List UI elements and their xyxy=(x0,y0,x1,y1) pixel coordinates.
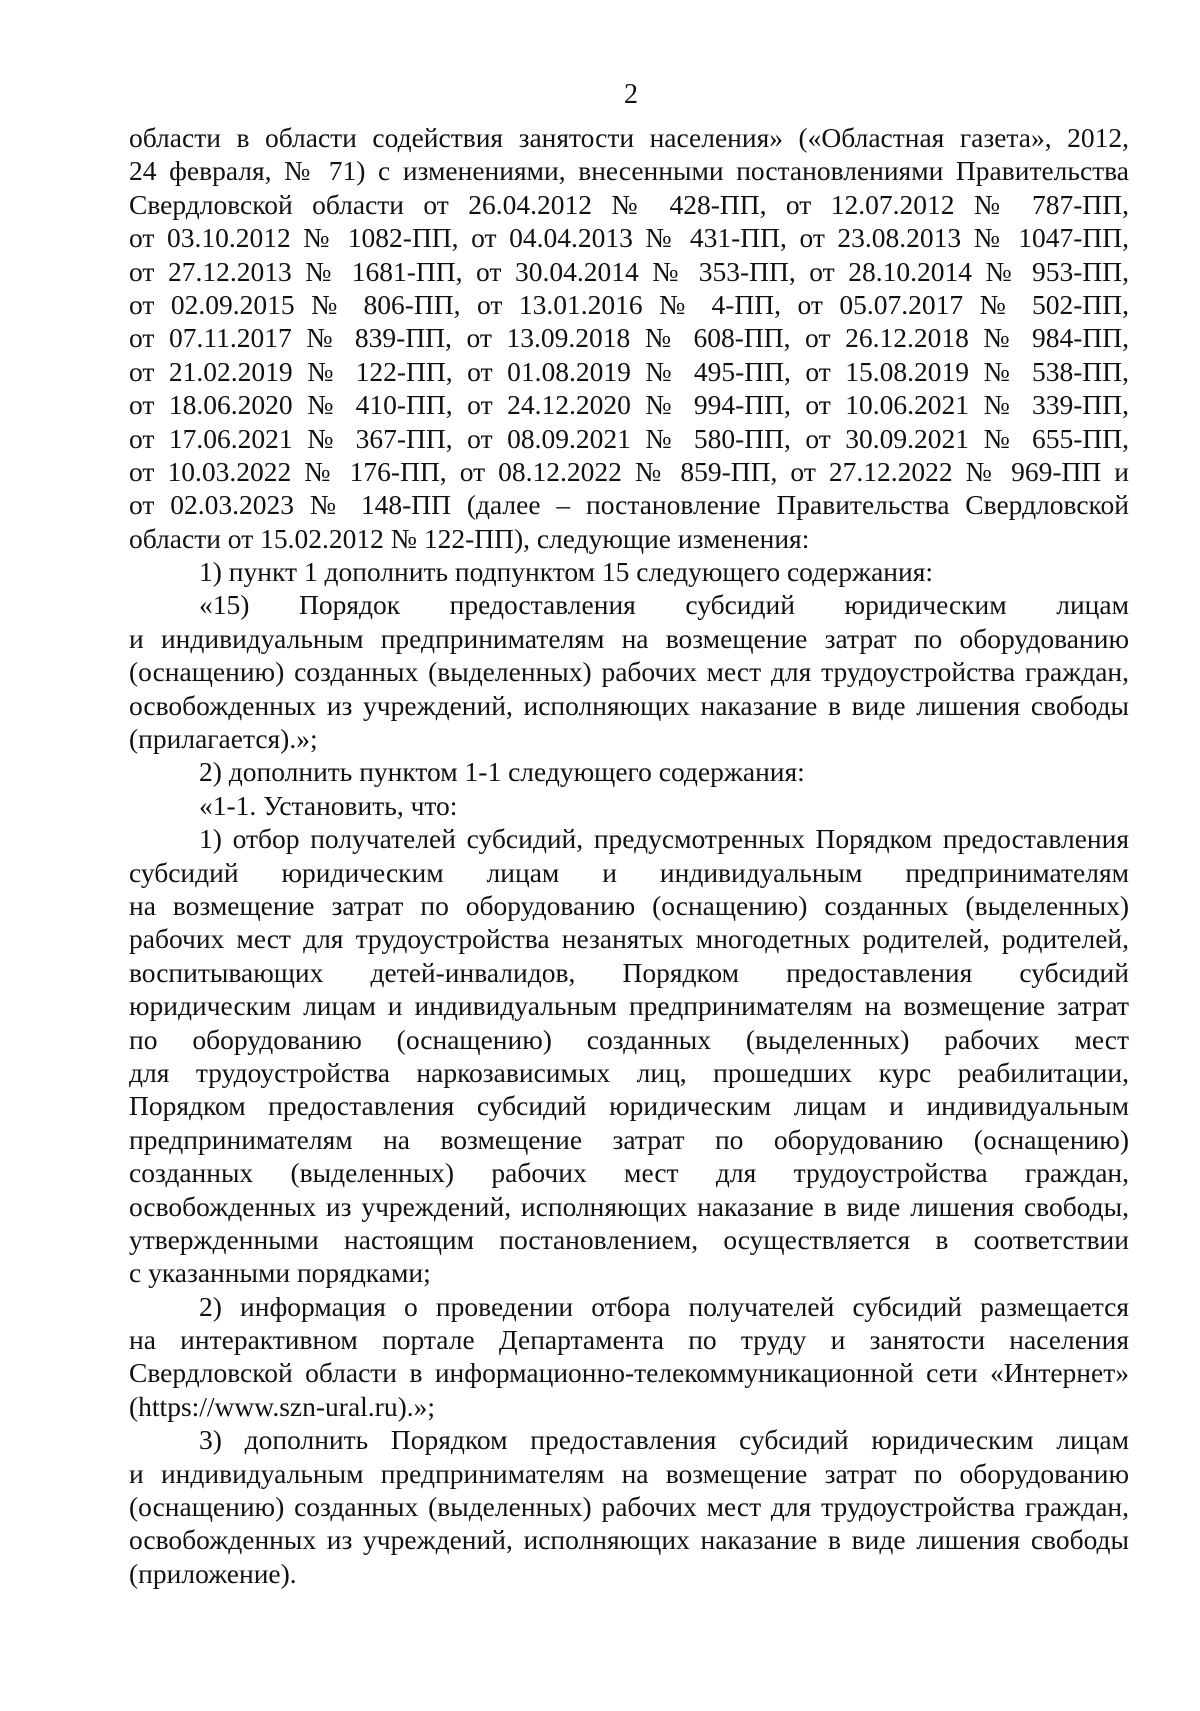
text-line: «1-1. Установить, что: xyxy=(199,789,458,821)
text-line: для трудоустройства наркозависимых лиц, прошедших курс реабилитации, xyxy=(129,1056,1129,1088)
text-line: (оснащению) созданных (выделенных) рабочих мест для трудоустройства граждан, xyxy=(129,656,1129,688)
text-line: от 10.03.2022 № 176-ПП, от 08.12.2022 № 859-ПП, от 27.12.2022 № 969-ПП и xyxy=(129,455,1129,487)
text-line: утвержденными настоящим постановлением, осуществляется в соответствии xyxy=(129,1223,1129,1255)
text-line: Свердловской области в информационно-телекоммуникационной сети «Интернет» xyxy=(129,1357,1129,1389)
text-line: и индивидуальным предпринимателям на возмещение затрат по оборудованию xyxy=(129,622,1129,654)
page-number: 2 xyxy=(624,79,638,110)
text-line: предпринимателям на возмещение затрат по оборудованию (оснащению) xyxy=(129,1123,1129,1155)
text-line: и индивидуальным предпринимателям на возмещение затрат по оборудованию xyxy=(129,1457,1129,1489)
text-line: воспитывающих детей-инвалидов, Порядком предоставления субсидий xyxy=(129,956,1129,988)
text-line: (прилагается).»; xyxy=(129,723,318,755)
text-line: по оборудованию (оснащению) созданных (выделенных) рабочих мест xyxy=(129,1023,1129,1055)
text-line: субсидий юридическим лицам и индивидуальным предпринимателям xyxy=(129,856,1129,888)
text-line: от 21.02.2019 № 122-ПП, от 01.08.2019 № 495-ПП, от 15.08.2019 № 538-ПП, xyxy=(129,355,1129,387)
text-line: созданных (выделенных) рабочих мест для трудоустройства граждан, xyxy=(129,1157,1129,1189)
text-line: 3) дополнить Порядком предоставления субсидий юридическим лицам xyxy=(199,1424,1129,1456)
text-line: 2) дополнить пунктом 1-1 следующего содержания: xyxy=(199,756,805,788)
text-line: области от 15.02.2012 № 122-ПП), следующие изменения: xyxy=(129,522,810,554)
text-line: от 02.03.2023 № 148-ПП (далее – постановление Правительства Свердловской xyxy=(129,489,1129,521)
text-line: 2) информация о проведении отбора получателей субсидий размещается xyxy=(199,1290,1129,1322)
text-line: Порядком предоставления субсидий юридическим лицам и индивидуальным xyxy=(129,1090,1129,1122)
text-line: (https://www.szn-ural.ru).»; xyxy=(129,1390,436,1422)
text-line: освобожденных из учреждений, исполняющих наказание в виде лишения свободы xyxy=(129,689,1129,721)
text-line: (оснащению) созданных (выделенных) рабочих мест для трудоустройства граждан, xyxy=(129,1491,1129,1523)
text-line: на интерактивном портале Департамента по труду и занятости населения xyxy=(129,1324,1129,1356)
text-line: «15) Порядок предоставления субсидий юридическим лицам xyxy=(199,589,1129,621)
text-line: освобожденных из учреждений, исполняющих наказание в виде лишения свободы, xyxy=(129,1190,1129,1222)
text-line: от 02.09.2015 № 806-ПП, от 13.01.2016 № 4-ПП, от 05.07.2017 № 502-ПП, xyxy=(129,288,1129,320)
text-line: от 18.06.2020 № 410-ПП, от 24.12.2020 № 994-ПП, от 10.06.2021 № 339-ПП, xyxy=(129,389,1129,421)
text-line: 1) отбор получателей субсидий, предусмотренных Порядком предоставления xyxy=(199,823,1129,855)
text-line: с указанными порядками; xyxy=(129,1257,431,1289)
text-line: рабочих мест для трудоустройства незанятых многодетных родителей, родителей, xyxy=(129,923,1129,955)
text-line: на возмещение затрат по оборудованию (оснащению) созданных (выделенных) xyxy=(129,889,1129,921)
text-line: 1) пункт 1 дополнить подпунктом 15 следующего содержания: xyxy=(199,556,934,588)
text-line: от 17.06.2021 № 367-ПП, от 08.09.2021 № 580-ПП, от 30.09.2021 № 655-ПП, xyxy=(129,422,1129,454)
document-body xyxy=(129,121,1129,1590)
text-line: 24 февраля, № 71) с изменениями, внесенными постановлениями Правительства xyxy=(129,155,1129,187)
text-line: от 03.10.2012 № 1082-ПП, от 04.04.2013 № 431-ПП, от 23.08.2013 № 1047-ПП, xyxy=(129,222,1129,254)
text-line: области в области содействия занятости населения» («Областная газета», 2012, xyxy=(129,122,1129,153)
text-line: освобожденных из учреждений, исполняющих наказание в виде лишения свободы xyxy=(129,1524,1129,1556)
text-line: Свердловской области от 26.04.2012 № 428-ПП, от 12.07.2012 № 787-ПП, xyxy=(129,188,1129,220)
text-line: от 07.11.2017 № 839-ПП, от 13.09.2018 № 608-ПП, от 26.12.2018 № 984-ПП, xyxy=(129,322,1129,354)
text-line: юридическим лицам и индивидуальным предпринимателям на возмещение затрат xyxy=(129,990,1129,1022)
text-line: (приложение). xyxy=(129,1557,297,1589)
text-line: от 27.12.2013 № 1681-ПП, от 30.04.2014 № 353-ПП, от 28.10.2014 № 953-ПП, xyxy=(129,255,1129,287)
